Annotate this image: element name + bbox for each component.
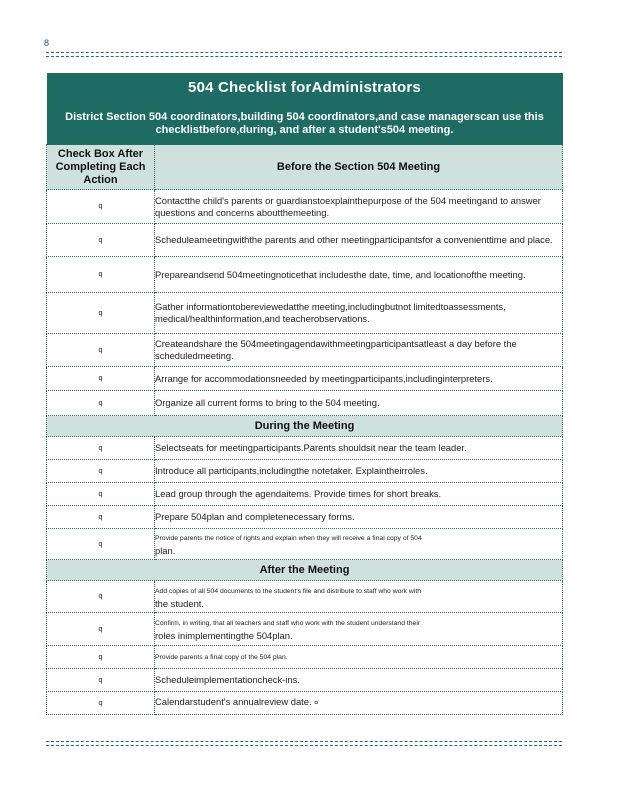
- task-text: [155, 613, 563, 646]
- checkbox[interactable]: q: [47, 506, 155, 529]
- checkbox[interactable]: q: [47, 293, 155, 334]
- checkbox[interactable]: q: [47, 437, 155, 460]
- table-row: [47, 483, 563, 506]
- checkbox[interactable]: q: [47, 581, 155, 613]
- top-divider: [46, 52, 562, 57]
- table-row: [47, 669, 563, 692]
- checkbox[interactable]: q: [47, 257, 155, 293]
- checkbox[interactable]: q: [47, 613, 155, 646]
- after-section-header: After the Meeting: [47, 560, 563, 581]
- task-text-part: Provide parents the notice of rights and explain when they will receive a final copy of 504: [155, 535, 422, 542]
- task-text: Lead group through the agendaitems. Provide times for short breaks.: [155, 483, 563, 506]
- checkbox[interactable]: q: [47, 190, 155, 224]
- task-text: Arrange for accommodationsneeded by meetingparticipants,includinginterpreters.: [155, 367, 563, 391]
- table-row: [47, 581, 563, 613]
- table-row: [47, 190, 563, 224]
- task-text: Organize all current forms to bring to the 504 meeting.: [155, 391, 563, 416]
- task-text: Provide parents a final copy of the 504 plan.: [155, 646, 563, 669]
- task-text-part: Calendarstudent's annualreview date.: [155, 696, 312, 707]
- table-row: [47, 224, 563, 257]
- checkbox[interactable]: q: [47, 692, 155, 715]
- task-text: Selectseats for meetingparticipants.Parents shouldsit near the team leader.: [155, 437, 563, 460]
- checkbox[interactable]: q: [47, 669, 155, 692]
- table-row: [47, 391, 563, 416]
- checkbox[interactable]: q: [47, 483, 155, 506]
- task-text-part: Confirm, in writing, that all teachers and staff who work with the student understand their: [155, 620, 421, 627]
- page-subtitle: District Section 504 coordinators,building 504 coordinators,and case managerscan use this checklistbefore,during, and after a student's504 meeting.: [65, 111, 544, 136]
- title-banner: [47, 73, 563, 145]
- checklist-table: [46, 73, 563, 715]
- during-section-header: During the Meeting: [47, 416, 563, 437]
- bottom-divider: [46, 741, 562, 746]
- table-row: [47, 692, 563, 715]
- checkbox[interactable]: q: [47, 334, 155, 367]
- checkbox[interactable]: q: [47, 391, 155, 416]
- task-text: Prepareandsend 504meetingnoticethat includesthe date, time, and locationofthe meeting.: [155, 257, 563, 293]
- end-of-cell-mark: ¤: [314, 700, 319, 707]
- page-title: 504 Checklist forAdministrators: [188, 79, 421, 96]
- table-row: [47, 506, 563, 529]
- task-text: [155, 581, 563, 613]
- task-text-part: roles inimplementingthe 504plan.: [155, 630, 293, 641]
- checkbox[interactable]: q: [47, 529, 155, 560]
- table-row: [47, 646, 563, 669]
- task-text: Contactthe child's parents or guardianstoexplainthepurpose of the 504 meetingand to answer questions and concerns aboutthemeeting.: [155, 190, 563, 224]
- checkbox[interactable]: q: [47, 224, 155, 257]
- task-text: Prepare 504plan and completenecessary forms.: [155, 506, 563, 529]
- task-text: Scheduleameetingwiththe parents and other meetingparticipantsfor a convenienttime and place.: [155, 224, 563, 257]
- checkbox[interactable]: q: [47, 367, 155, 391]
- task-text: Gather informationtobereviewedatthe meeting,includingbutnot limitedtoassessments, medical/healthinformation,and teacherobservations.: [155, 293, 563, 334]
- before-section-header: Before the Section 504 Meeting: [155, 145, 563, 190]
- checkbox[interactable]: q: [47, 460, 155, 483]
- table-row: [47, 613, 563, 646]
- table-row: [47, 293, 563, 334]
- table-row: [47, 257, 563, 293]
- table-row: [47, 460, 563, 483]
- task-text: [155, 692, 563, 715]
- task-text-part: Add copies of all 504 documents to the student's file and distribute to staff who work with: [155, 587, 422, 595]
- task-text: Introduce all participants,includingthe notetaker. Explaintheirroles.: [155, 460, 563, 483]
- checkbox[interactable]: q: [47, 646, 155, 669]
- table-row: [47, 437, 563, 460]
- task-text-part: the student.: [155, 597, 204, 609]
- page-mark: 8: [44, 38, 50, 48]
- table-row: [47, 529, 563, 560]
- task-text-part: plan.: [155, 545, 176, 556]
- task-text: Createandshare the 504meetingagendawithmeetingparticipantsatleast a day before the scheduledmeeting.: [155, 334, 563, 367]
- table-row: [47, 334, 563, 367]
- table-row: [47, 367, 563, 391]
- task-text: [155, 529, 563, 560]
- check-column-header: Check Box After Completing Each Action: [47, 145, 155, 190]
- task-text: Scheduleimplementationcheck-ins.: [155, 669, 563, 692]
